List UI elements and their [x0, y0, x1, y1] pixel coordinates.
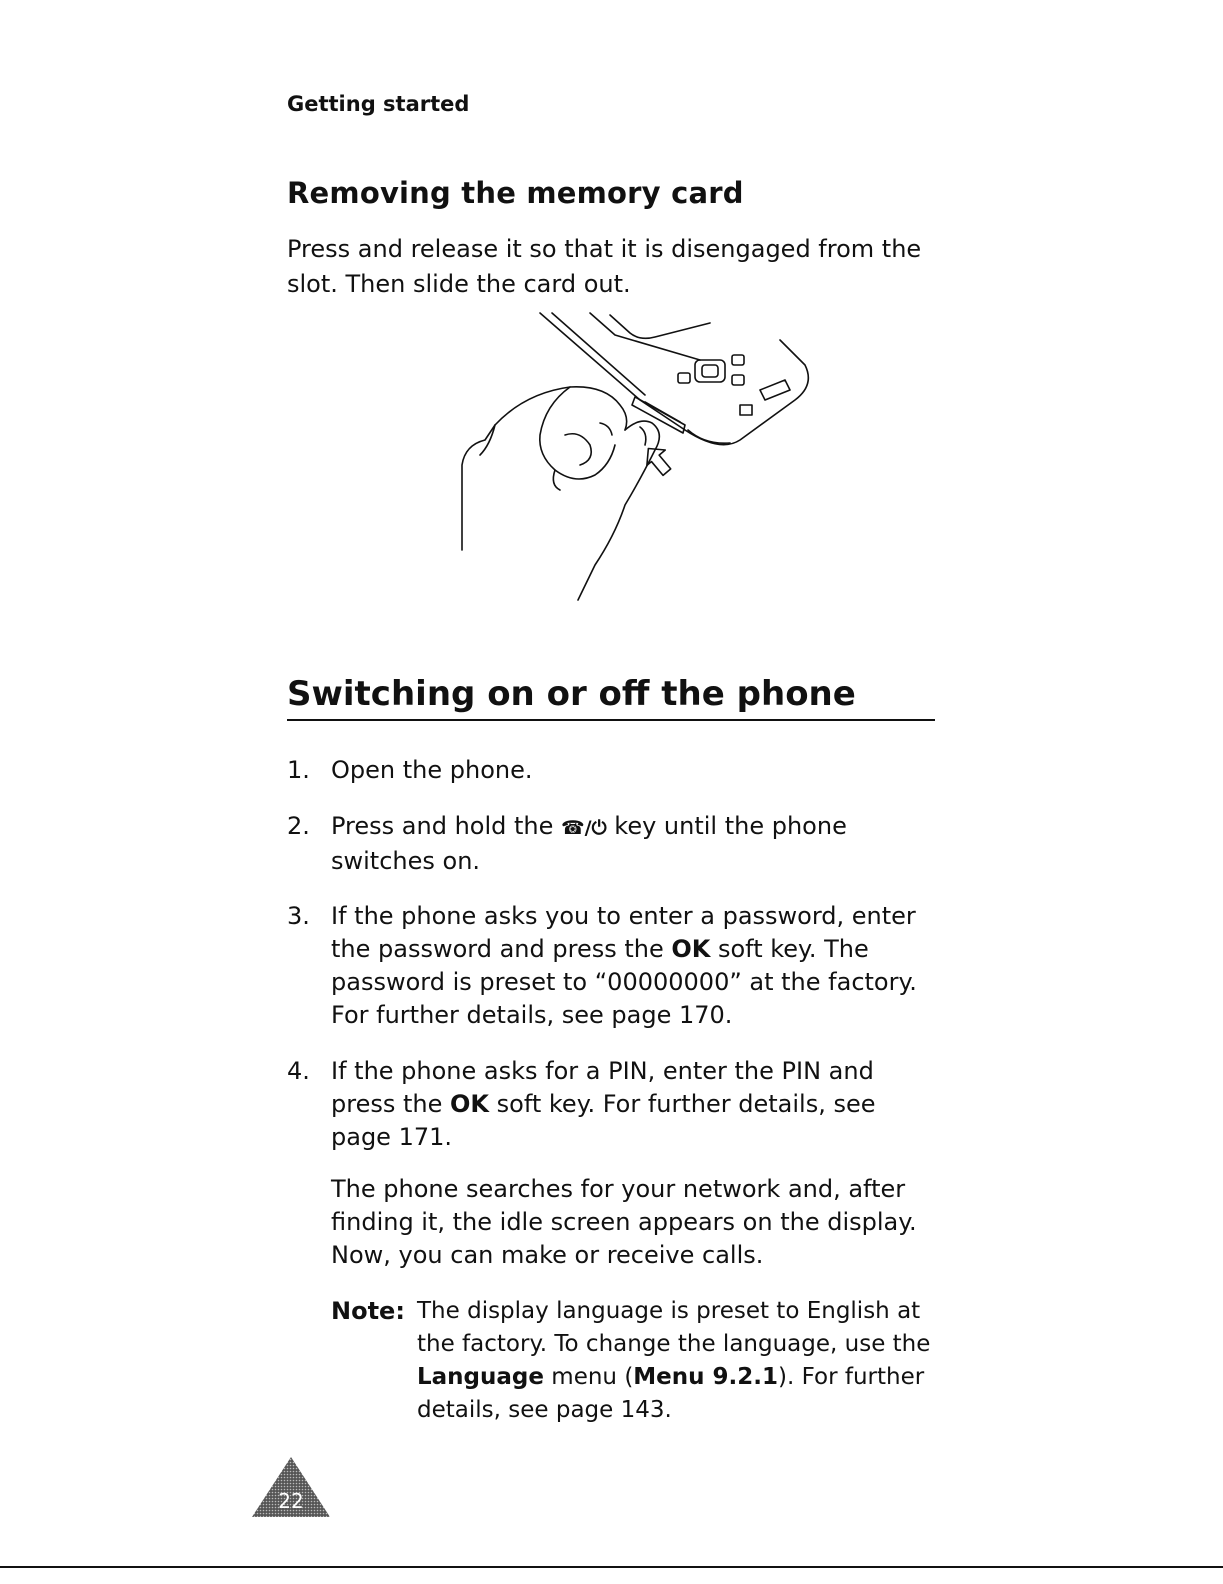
- running-header: Getting started: [287, 92, 470, 116]
- network-search-paragraph: The phone searches for your network and, after finding it, the idle screen appears on the display. Now, you can make or receive calls.: [331, 1175, 917, 1269]
- ok-soft-key-label: OK: [450, 1090, 489, 1118]
- step-3: [287, 900, 947, 1040]
- section-divider: [287, 719, 935, 721]
- page-number: 22: [278, 1489, 304, 1513]
- section-title-switching: Switching on or off the phone: [287, 674, 856, 714]
- step-2: [287, 810, 947, 880]
- note-text: The display language is preset to English at the factory. To change the language, use the Language menu (Menu 9.2.1). For further details, see page 143.: [417, 1298, 931, 1423]
- memory-card-removal-illustration: [440, 305, 830, 610]
- ok-soft-key-label: OK: [671, 935, 711, 963]
- bottom-border: [0, 1566, 1223, 1568]
- page-number-badge: [250, 1455, 332, 1519]
- step-1: [287, 754, 947, 794]
- step-text: Press and hold the ☎/⏻ key until the phone switches on.: [331, 812, 847, 875]
- step-number: 4.: [287, 1057, 310, 1085]
- step-text: If the phone asks for a PIN, enter the PIN and press the OK soft key. For further details, see page 171.: [331, 1057, 876, 1151]
- phone-illustration: [540, 313, 808, 445]
- removing-instructions: Press and release it so that it is disengaged from the slot. Then slide the card out.: [287, 235, 922, 298]
- step-number: 3.: [287, 902, 310, 930]
- hand-illustration: [462, 387, 659, 600]
- step-4: [287, 1055, 947, 1160]
- slide-out-arrow-icon: [639, 441, 677, 479]
- language-note: [331, 1295, 951, 1435]
- note-label: Note:: [331, 1297, 405, 1325]
- step-text: If the phone asks you to enter a password, enter the password and press the OK soft key. The password is preset to “00000000” at the factory. For further details, see page 170.: [331, 902, 917, 1029]
- step-number: 1.: [287, 756, 310, 784]
- step-text: Open the phone.: [331, 756, 533, 784]
- section-title-removing: Removing the memory card: [287, 176, 744, 210]
- step-number: 2.: [287, 812, 310, 840]
- power-end-key-icon: ☎/⏻: [561, 817, 607, 839]
